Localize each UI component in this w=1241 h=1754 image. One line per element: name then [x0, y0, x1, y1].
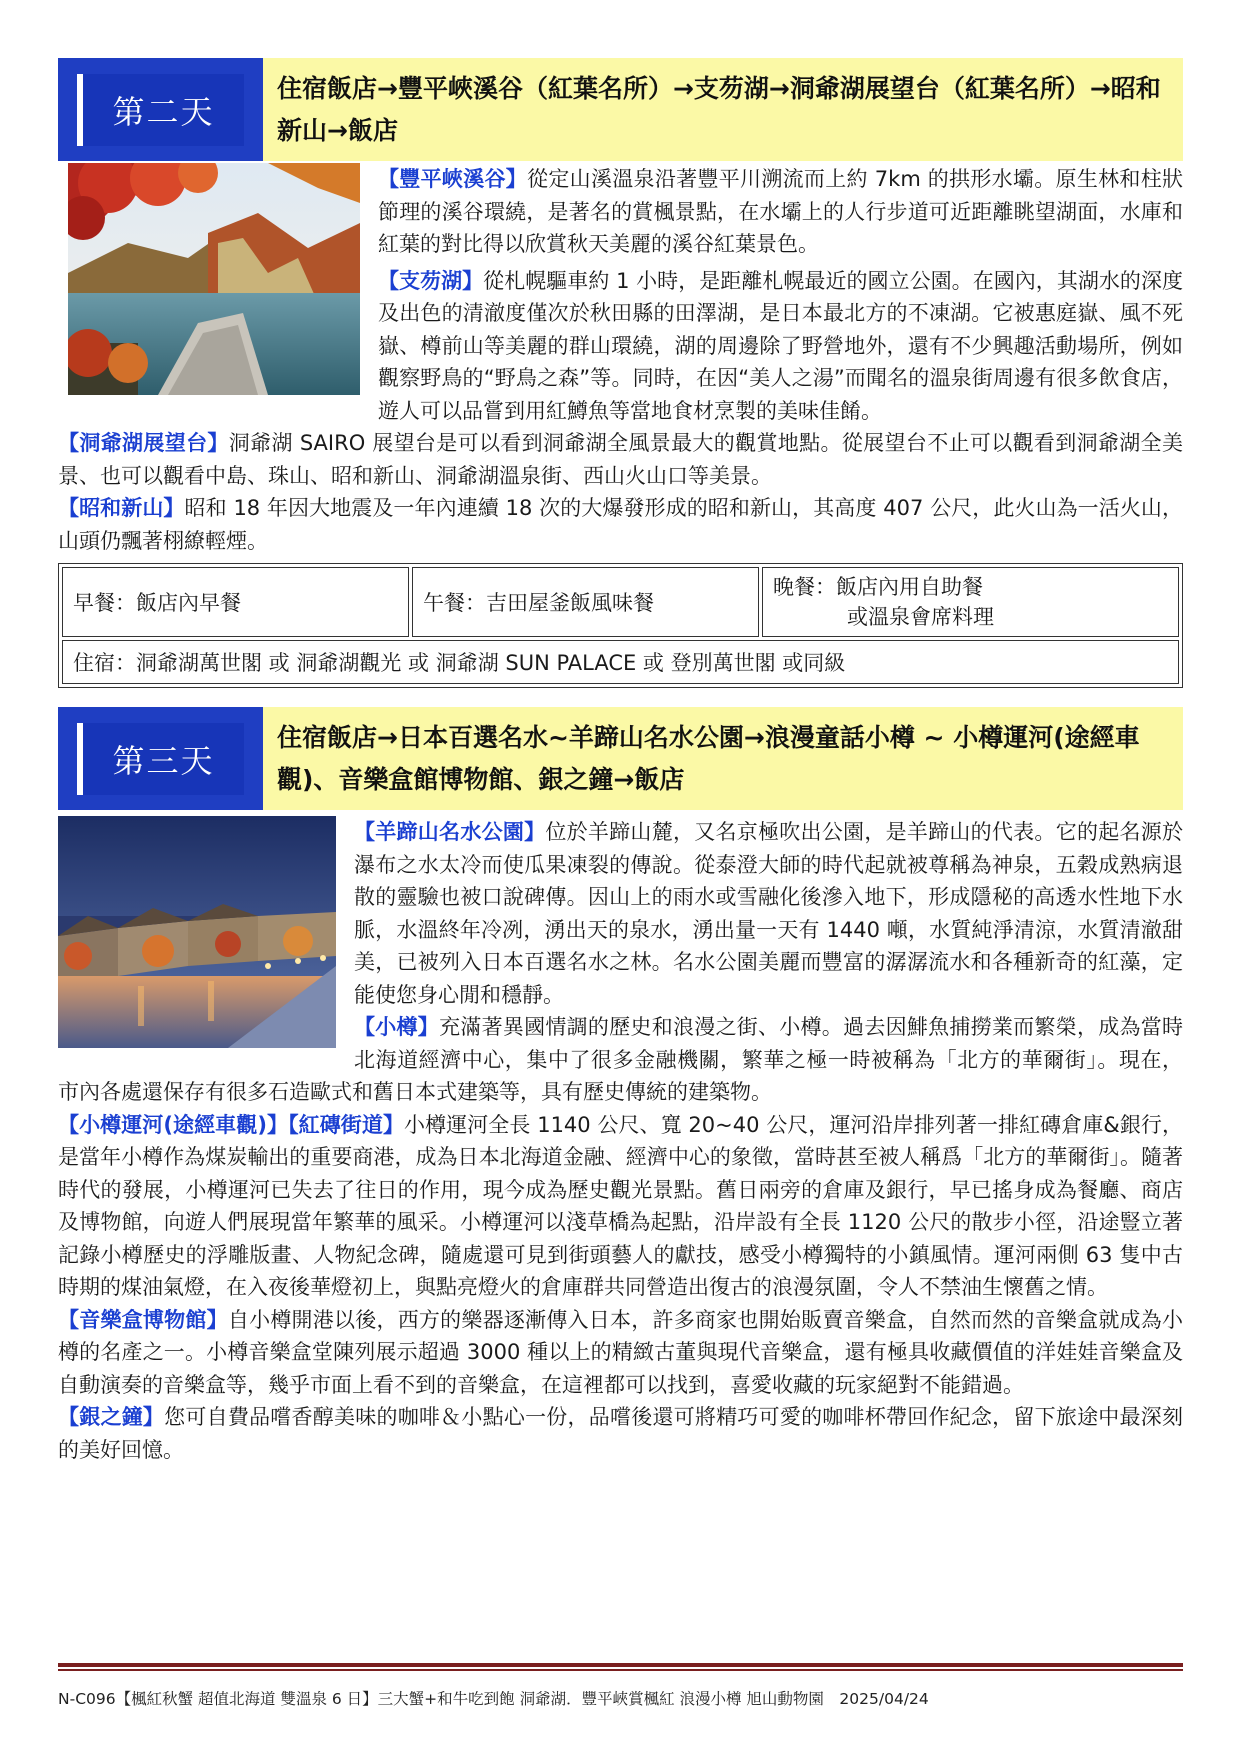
silverbell-keyword: 【銀之鐘】	[58, 1405, 165, 1429]
hotel-cell: 住宿：洞爺湖萬世閣 或 洞爺湖觀光 或 洞爺湖 SUN PALACE 或 登別萬世閣 或同級	[62, 640, 1179, 684]
day2-meals-table	[58, 563, 1183, 688]
breakfast-cell: 早餐：飯店內早餐	[62, 567, 409, 637]
day2-body	[58, 163, 1183, 557]
toya-text: 洞爺湖 SAIRO 展望台是可以看到洞爺湖全風景最大的觀賞地點。從展望台不止可以觀看到洞爺湖全美景、也可以觀看中島、珠山、昭和新山、洞爺湖溫泉街、西山火山口等美景。	[58, 431, 1184, 488]
lunch-cell: 午餐：吉田屋釜飯風味餐	[412, 567, 759, 637]
day3-header	[58, 707, 1183, 810]
day3-badge	[58, 707, 263, 810]
toya-keyword: 【洞爺湖展望台】	[58, 431, 229, 455]
youtei-text: 位於羊蹄山麓，又名京極吹出公園，是羊蹄山的代表。它的起名源於瀑布之水太冷而使瓜果凍裂的傳說。從泰澄大師的時代起就被尊稱為神泉，五穀成熟病退散的靈驗也被口說碑傳。因山上的雨水或雪融化後滲入地下，形成隱秘的高透水性地下水脈，水溫終年冷冽，湧出天的泉水，湧出量一天有 1440 噸，水質純淨清涼，水質清澈甜美，已被列入日本百選名水之林。名水公園美麗而豐富的潺潺流水和各種新奇的紅藻，定能使您身心閒和穩靜。	[354, 820, 1184, 1007]
autumn-dam-image	[68, 163, 360, 395]
day3-body	[58, 816, 1183, 1466]
shikotsu-text: 從札幌驅車約 1 小時，是距離札幌最近的國立公園。在國內，其湖水的深度及出色的清澈度僅次於秋田縣的田澤湖，是日本最北方的不凍湖。它被惠庭嶽、風不死嶽、樽前山等美麗的群山環繞，湖的周邊除了野營地外，還有不少興趣活動場所，例如觀察野鳥的“野鳥之森”等。同時，在因“美人之湯”而聞名的溫泉街周邊有很多飲食店，遊人可以品嘗到用紅鱒魚等當地食材烹製的美味佳餚。	[378, 268, 1183, 423]
day2-header	[58, 58, 1183, 161]
silverbell-text: 您可自費品嚐香醇美味的咖啡＆小點心一份，品嚐後還可將精巧可愛的咖啡杯帶回作紀念，留下旅途中最深刻的美好回憶。	[58, 1405, 1183, 1462]
shikotsu-keyword: 【支芴湖】	[378, 268, 484, 293]
houheikyo-keyword: 【豐平峽溪谷】	[378, 167, 528, 191]
houheikyo-dam-photo	[68, 163, 360, 395]
canal-keyword: 【小樽運河(途經車觀)】【紅磚街道】	[58, 1112, 405, 1137]
dinner-cell	[762, 567, 1179, 637]
day2-showa-para	[58, 492, 1183, 557]
footer-rule-thin	[58, 1669, 1183, 1671]
day3-musicbox-para	[58, 1304, 1183, 1402]
day3-silverbell-para	[58, 1401, 1183, 1466]
day3-route: 住宿飯店→日本百選名水~羊蹄山名水公園→浪漫童話小樽 ~ 小樽運河(途經車觀)、音樂盒館博物館、銀之鐘→飯店	[263, 707, 1183, 810]
footer-tour-info: N-C096【楓紅秋蟹 超值北海道 雙溫泉 6 日】三大蟹+和牛吃到飽 洞爺湖．豐平峽賞楓紅 浪漫小樽 旭山動物園 2025/04/24	[58, 1690, 929, 1708]
day2-badge	[58, 58, 263, 161]
showa-text: 昭和 18 年因大地震及一年內連續 18 次的大爆發形成的昭和新山，其高度 407 公尺，此火山為一活火山，山頭仍飄著栩繚輕煙。	[58, 496, 1184, 553]
otaru-text: 充滿著異國情調的歷史和浪漫之街、小樽。過去因鯡魚捕撈業而繁榮，成為當時北海道經濟中心，集中了很多金融機關，繁華之極一時被稱為「北方的華爾街」。現在，市內各處還保存有很多石造歐式和舊日本式建築等，具有歷史傳統的建築物。	[58, 1015, 1184, 1104]
houheikyo-text: 從定山溪溫泉沿著豐平川溯流而上約 7km 的拱形水壩。原生林和柱狀節理的溪谷環繞，是著名的賞楓景點，在水壩上的人行步道可近距離眺望湖面，水庫和紅葉的對比得以欣賞秋天美麗的溪谷紅葉景色。	[378, 167, 1184, 256]
dinner-line-2: 或溫泉會席料理	[847, 605, 994, 629]
musicbox-text: 自小樽開港以後，西方的樂器逐漸傳入日本，許多商家也開始販賣音樂盒，自然而然的音樂盒就成為小樽的名產之一。小樽音樂盒堂陳列展示超過 3000 種以上的精緻古董與現代音樂盒，還有極具收藏價值的洋娃娃音樂盒及自動演奏的音樂盒等，幾乎市面上看不到的音樂盒，在這裡都可以找到，喜愛收藏的玩家絕對不能錯過。	[58, 1307, 1184, 1397]
youtei-keyword: 【羊蹄山名水公園】	[354, 820, 546, 844]
itinerary-page	[58, 58, 1183, 1466]
day3-label: 第三天	[112, 741, 215, 780]
day2-label: 第二天	[112, 92, 215, 131]
showa-keyword: 【昭和新山】	[58, 496, 185, 520]
otaru-canal-photo	[58, 816, 336, 1048]
day2-route: 住宿飯店→豐平峽溪谷（紅葉名所）→支芴湖→洞爺湖展望台（紅葉名所）→昭和新山→飯店	[263, 58, 1183, 161]
day3-canal-para	[58, 1109, 1183, 1304]
canal-text: 小樽運河全長 1140 公尺、寬 20~40 公尺，運河沿岸排列著一排紅磚倉庫&銀行，是當年小樽作為煤炭輸出的重要商港，成為日本北海道金融、經濟中心的象徵，當時甚至被人稱爲「北方的華爾街」。隨著時代的發展，小樽運河已失去了往日的作用，現今成為歷史觀光景點。舊日兩旁的倉庫及銀行，早已搖身成為餐廳、商店及博物館，向遊人們展現當年繁華的風采。小樽運河以淺草橋為起點，沿岸設有全長 1120 公尺的散步小徑，沿途豎立著記錄小樽歷史的浮雕版畫、人物紀念碑，隨處還可見到街頭藝人的獻技，感受小樽獨特的小鎮風情。運河兩側 63 隻中古時期的煤油氣燈，在入夜後華燈初上，與點亮燈火的倉庫群共同營造出復古的浪漫氛圍，令人不禁油生懷舊之情。	[58, 1112, 1183, 1299]
otaru-keyword: 【小樽】	[354, 1015, 440, 1039]
footer-rule-thick	[58, 1663, 1183, 1667]
otaru-canal-image	[58, 816, 336, 1048]
dinner-line-1: 晚餐：飯店內用自助餐	[773, 575, 983, 599]
musicbox-keyword: 【音樂盒博物館】	[58, 1307, 228, 1332]
day2-toya-para	[58, 427, 1183, 492]
